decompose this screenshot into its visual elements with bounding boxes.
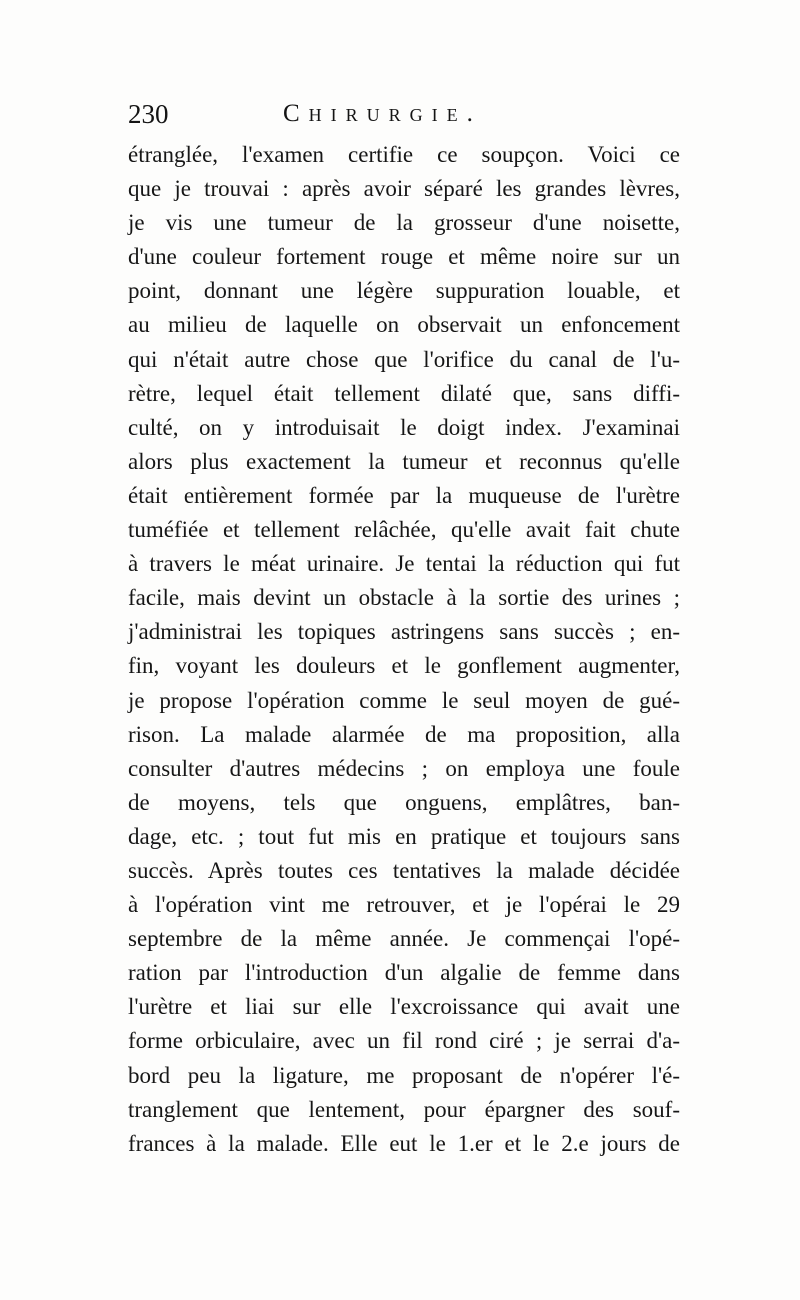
text-line: tuméfiée et tellement relâchée, qu'elle avait fait chute (128, 517, 680, 543)
text-line: à travers le méat urinaire. Je tentai la réduction qui fut (128, 551, 680, 577)
text-line: consulter d'autres médecins ; on employa une foule (128, 755, 680, 781)
text-line: frances à la malade. Elle eut le 1.er et le 2.e jours de (128, 1130, 680, 1156)
body-text (128, 138, 680, 1161)
text-line: bord peu la ligature, me proposant de n'opérer l'é- (128, 1062, 680, 1088)
text-line: je vis une tumeur de la grosseur d'une noisette, (128, 210, 680, 236)
text-line: je propose l'opération comme le seul moyen de gué- (128, 687, 680, 713)
text-line: était entièrement formée par la muqueuse de l'urètre (128, 482, 680, 508)
text-line: succès. Après toutes ces tentatives la malade décidée (128, 857, 680, 883)
text-line: j'administrai les topiques astringens sans succès ; en- (128, 619, 680, 645)
text-line: d'une couleur fortement rouge et même noire sur un (128, 244, 680, 270)
text-line: au milieu de laquelle on observait un enfoncement (128, 312, 680, 338)
text-line: tranglement que lentement, pour épargner des souf- (128, 1096, 680, 1122)
text-line: ration par l'introduction d'un algalie de femme dans (128, 960, 680, 986)
text-line: septembre de la même année. Je commençai l'opé- (128, 926, 680, 952)
text-line: de moyens, tels que onguens, emplâtres, ban- (128, 789, 680, 815)
text-line: l'urètre et liai sur elle l'excroissance qui avait une (128, 994, 680, 1020)
text-line: rètre, lequel était tellement dilaté que, sans diffi- (128, 380, 680, 406)
page-header (128, 96, 688, 132)
text-line: que je trouvai : après avoir séparé les grandes lèvres, (128, 176, 680, 202)
text-line: facile, mais devint un obstacle à la sortie des urines ; (128, 585, 680, 611)
text-line: à l'opération vint me retrouver, et je l'opérai le 29 (128, 892, 680, 918)
page-number: 230 (128, 99, 169, 129)
text-line: dage, etc. ; tout fut mis en pratique et toujours sans (128, 823, 680, 849)
text-line: rison. La malade alarmée de ma proposition, alla (128, 721, 680, 747)
text-line: fin, voyant les douleurs et le gonflement augmenter, (128, 653, 680, 679)
text-line: forme orbiculaire, avec un fil rond ciré ; je serrai d'a- (128, 1028, 680, 1054)
text-line: culté, on y introduisait le doigt index. J'examinai (128, 414, 680, 440)
text-line: point, donnant une légère suppuration louable, et (128, 278, 680, 304)
text-line: étranglée, l'examen certifie ce soupçon. Voici ce (128, 142, 680, 167)
text-line: qui n'était autre chose que l'orifice du canal de l'u- (128, 346, 680, 372)
running-head: Chirurgie. (283, 100, 482, 127)
text-line: alors plus exactement la tumeur et reconnus qu'elle (128, 448, 680, 474)
